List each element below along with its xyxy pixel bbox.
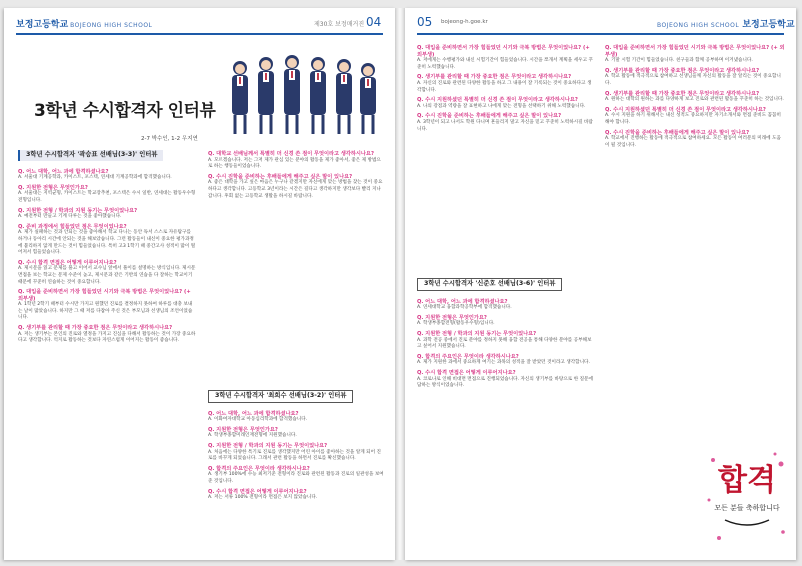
- article-title: 3학년 수시합격자 인터뷰: [34, 101, 216, 121]
- interview-answer: A. 학교에서 진행하는 활동에 적극적으로 참여하세요. 모든 활동이 여러분의 미래에 도움이 될 것입니다.: [605, 136, 781, 148]
- interview-question: Q. 수시 지원하셨던 특별히 더 신경 쓴 점이 무엇이라고 생각하시나요?: [417, 97, 578, 104]
- article-title-wrap: [34, 96, 215, 121]
- school-name: 보정고등학교 BOJEONG HIGH SCHOOL: [16, 20, 153, 30]
- interview-answer: A. 좋은 대학을 가고 싶은 마음은 누구나 같겠지만 자신에게 맞는 방법을 찾는 것이 중요하다고 생각합니다. 고등학교 3년이라는 시간은 길다고 생각하지만 생각보다 빨리 지나갑니다. 후회 없는 고등학교 생활을 하시길 바랍니다.: [208, 180, 383, 199]
- interview-answer: A. 모르겠습니다. 저는 그저 제가 관심 있는 분야의 활동을 제가 좋아서, 좋은 제 방법으로 하는 행동들이었습니다.: [208, 157, 381, 170]
- interview-question: Q. 지원한 전형 / 학과의 지원 동기는 무엇이었나요?: [208, 442, 328, 449]
- interview-answer: A. 저에게는 수행평가와 내신 시험기간이 힘들었습니다. 시간을 쪼개서 계획을 세우고 꾸준히 노력했습니다.: [417, 58, 593, 70]
- issue-label: 제30호 보정매거진: [314, 21, 365, 28]
- interview-answer: A. 제가 실패하는 것과 안되는 것을 좋아해서 학교 다니는 동안 독서 스스로 자유탐구를 하거나 동아리 시간에 안되는 것을 해보았습니다. 그런 활동들이 내신이 중요한 평가과정에 불리하지 않게 만드는 것이 힘들었습니다. 특히 고3 1학기 때 중간고사 성적이 많이 떨어져서 힘들었습니다.: [18, 230, 196, 256]
- interview-answer: A. 생기부 100%에 수능 최저기준 전형이라 진로와 관련된 활동과 진로의 일관성을 보여준 것입니다.: [208, 472, 384, 484]
- interview-question: Q. 지원한 전형은 무엇인가요?: [208, 426, 278, 433]
- stamp-main-text: 합격: [718, 463, 776, 498]
- interview-question: Q. 수시 진학을 준비하는 후배들에게 해주고 싶은 말이 있나요?: [605, 129, 750, 136]
- interview-question: Q. 생기부를 관리할 때 가장 중요한 점은 무엇이라고 생각하시나요?: [18, 325, 173, 332]
- interview-question: Q. 지원한 전형은 무엇인가요?: [18, 184, 88, 191]
- interview-answer: A. 예전부터 만들고 기계 다루는 것을 좋아했습니다.: [18, 214, 122, 220]
- interview-answer: A. 1학년 2학기 때부터 수시만 가지고 원했던 진로를 결정하지 못하여 하루를 대충 보내는 날이 많았습니다. 하지만 그 때 저를 다잡아 주신 것은 부모님과 선생님의 조언이었습니다.: [18, 302, 193, 321]
- left-column-1: [18, 148, 196, 347]
- section3-block: [417, 276, 595, 392]
- interview-question: Q. 어느 대학, 어느 과에 합격하셨나요?: [208, 410, 299, 417]
- interview-answer: A. 저는 서류 100% 전형이라 면접은 보지 않았습니다.: [208, 495, 318, 501]
- right-page: [405, 8, 796, 560]
- interview-answer: A. 제시문을 읽고 문제를 풀고 이어서 교수님 앞에서 풀이를 설명하는 방식입니다. 제시문 면접을 보는 학교는 문제 수준이 높고, 제시문과 같은 기반의 연습을 다 잘하는 학교이기 때문에 꾸준히 연습하는 것이 중요합니다.: [18, 266, 196, 285]
- interview-question: Q. 합격의 주요인은 무엇이라 생각하시나요?: [208, 465, 310, 472]
- interview-question: Q. 지원한 전형 / 학과의 지원 동기는 무엇이었나요?: [18, 207, 138, 214]
- interview-question: Q. 생기부를 관리할 때 가장 중요한 점은 무엇이라고 생각하시나요?: [605, 67, 760, 74]
- interview-answer: A. 3학년이 되고 나서도 학원 다니며 흔들리지 말고 자신을 믿고 꾸준히 노력하시길 바랍니다.: [417, 119, 593, 132]
- section2-block: [208, 388, 384, 504]
- qa-list: [605, 45, 785, 149]
- interview-answer: A. 나의 강점과 역량을 잘 표현하고 나에게 맞는 전형을 선택하기 위해 노력했습니다.: [417, 103, 586, 109]
- interview-question: Q. 수시 합격 면접은 어떻게 이루어지나요?: [417, 369, 516, 376]
- interview-answer: A. 학생부종합전형(활동우수형)입니다.: [417, 321, 495, 327]
- interview-question: Q. 수시 합격 면접은 어떻게 이루어지나요?: [18, 259, 117, 266]
- interview-answer: A. 서울대는 지역균형, 카이스트는 학교장추천, 포스텍은 수시 일반, 연세대는 활동우수형 전형입니다.: [18, 191, 196, 203]
- interview-answer: A. 수시 지원을 하기 위해서는 내신 성적도 중요하지만 자기소개서와 면접 준비도 꼼꼼히 해야 합니다.: [605, 113, 781, 125]
- interview-answer: A. 학생부종합미래인재전형에 지원했습니다.: [208, 433, 297, 439]
- interview-answer: A. 코로나로 인해 비대면 면접으로 진행되었습니다. 자신의 생기부를 바탕으로 한 질문에 답하는 방식이었습니다.: [417, 376, 593, 389]
- interview-answer: A. 처음에는 다양한 특기로 진로를 생각했지만 어린 아이를 좋아하는 것을 알게 되어 진로를 바꾸게 되었습니다. 그래서 관련 활동을 하면서 진로를 확신했습니다.: [208, 449, 381, 462]
- students-illustration: [218, 50, 388, 138]
- interview-answer: A. 원하는 대학의 원하는 과를 다양하게 보고 진로와 관련된 활동을 꾸준히 하는 것입니다.: [605, 97, 784, 103]
- article-author: 2-7 박수인, 1-2 우지연: [141, 136, 198, 142]
- interview-question: Q. 대입을 준비하면서 가장 힘들었던 시기와 극복 방법은 무엇이었나요? (+ 외부생): [18, 289, 191, 302]
- section-heading: 3학년 수시합격자 '신준호 선배님(3-6)' 인터뷰: [417, 278, 562, 291]
- interview-answer: A. 학교 활동에 적극적으로 참여하고 선생님들께 자신의 활동을 잘 알리는 것이 중요합니다.: [605, 74, 781, 86]
- qa-list: [208, 411, 384, 502]
- page-number: 04: [366, 15, 382, 29]
- school-name: BOJEONG HIGH SCHOOL 보정고등학교: [657, 20, 795, 30]
- qa-list: [18, 169, 196, 345]
- interview-question: Q. 생기부를 관리할 때 가장 중요한 점은 무엇이라고 생각하시나요?: [417, 74, 572, 81]
- interview-answer: A. 과학 전공 중에서 진로 분야를 정하지 못해 융합 전공을 통해 다양한 분야를 공부해보고 싶어서 지원했습니다.: [417, 337, 592, 350]
- interview-question: Q. 준비 과정에서 힘들었던 점은 무엇이었나요?: [18, 223, 127, 230]
- left-page: [4, 8, 395, 560]
- interview-answer: A. 저는 생기부는 본인의 진로와 열정을 가지고 진심을 다해서 활동하는 것이 가장 중요하다고 생각합니다. 억지로 활동하는 것보다 자연스럽게 이어지는 활동이 좋습니다.: [18, 331, 196, 344]
- interview-question: Q. 어느 대학, 어느 과에 합격하셨나요?: [18, 168, 109, 175]
- interview-question: Q. 생기부를 관리할 때 가장 중요한 점은 무엇이라고 생각하시나요?: [605, 90, 760, 97]
- page-number: 05: [417, 15, 433, 29]
- right-column-2: [605, 42, 785, 151]
- qa-list: [208, 151, 384, 200]
- qa-list: [417, 45, 595, 133]
- header-divider: [417, 33, 784, 35]
- interview-answer: A. 자신의 진로와 관련된 다양한 활동을 하고 그 내용이 잘 기록되는 것이 중요하다고 생각합니다.: [417, 80, 592, 93]
- interview-answer: A. 기말 시험 기간이 힘들었습니다. 친구들과 함께 공부하며 이겨냈습니다.: [605, 58, 753, 64]
- interview-question: Q. 대입을 준비하면서 가장 힘들었던 시기와 극복 방법은 무엇이었나요? (+ 외부생): [417, 45, 590, 58]
- congratulations-stamp: [705, 450, 789, 550]
- qa-list: [417, 299, 595, 390]
- stamp-sub-text: 모든 분들 축하합니다: [714, 504, 780, 512]
- page-gutter: [395, 8, 405, 560]
- left-column-2: [208, 148, 384, 202]
- interview-question: Q. 수시 지원하셨던 특별히 더 신경 쓴 점이 무엇이라고 생각하시나요?: [605, 106, 766, 113]
- interview-question: Q. 합격의 주요인은 무엇이라 생각하시나요?: [417, 353, 519, 360]
- interview-question: Q. 수시 진학을 준비하는 후배들에게 해주고 싶은 말이 있나요?: [417, 113, 562, 120]
- interview-question: Q. 수시 진학을 준비하는 후배들에게 해주고 싶은 말이 있나요?: [208, 173, 353, 180]
- interview-answer: A. 연세대학교 융합과학공학부에 합격했습니다.: [417, 305, 512, 311]
- interview-question: Q. 수시 합격 면접은 어떻게 이루어지나요?: [208, 488, 307, 495]
- right-column-1: [417, 42, 595, 135]
- interview-question: Q. 대입을 준비하면서 가장 힘들었던 시기와 극복 방법은 무엇이었나요? (+ 외부생): [605, 45, 785, 58]
- interview-question: Q. 대학교 선배님께서 특별히 더 신경 쓴 점이 무엇이라고 생각하시나요?: [208, 151, 374, 157]
- interview-answer: A. 제가 지원한 과에서 중요하게 여기는 과목의 성적을 잘 받았던 것이라고 생각합니다.: [417, 360, 590, 366]
- section-heading: 3학년 수시합격자 '곽승표 선배님(3-3)' 인터뷰: [18, 150, 163, 161]
- interview-answer: A. 이화여자대학교 아동심리학과에 합격했습니다.: [208, 417, 308, 423]
- interview-question: Q. 지원한 전형 / 학과의 지원 동기는 무엇이었나요?: [417, 330, 537, 337]
- right-page-header: [405, 8, 796, 38]
- interview-answer: A. 서울대 기계공학과, 카이스트, 포스텍, 연세대 기계공학과에 합격했습니다.: [18, 175, 172, 181]
- interview-question: Q. 어느 대학, 어느 과에 합격하셨나요?: [417, 298, 508, 305]
- school-url: bojeong-h.goe.kr: [441, 19, 488, 25]
- header-divider: [16, 33, 383, 35]
- left-page-header: [4, 8, 395, 38]
- section-heading: 3학년 수시합격자 '최희수 선배님(3-2)' 인터뷰: [208, 390, 353, 403]
- interview-question: Q. 지원한 전형은 무엇인가요?: [417, 314, 487, 321]
